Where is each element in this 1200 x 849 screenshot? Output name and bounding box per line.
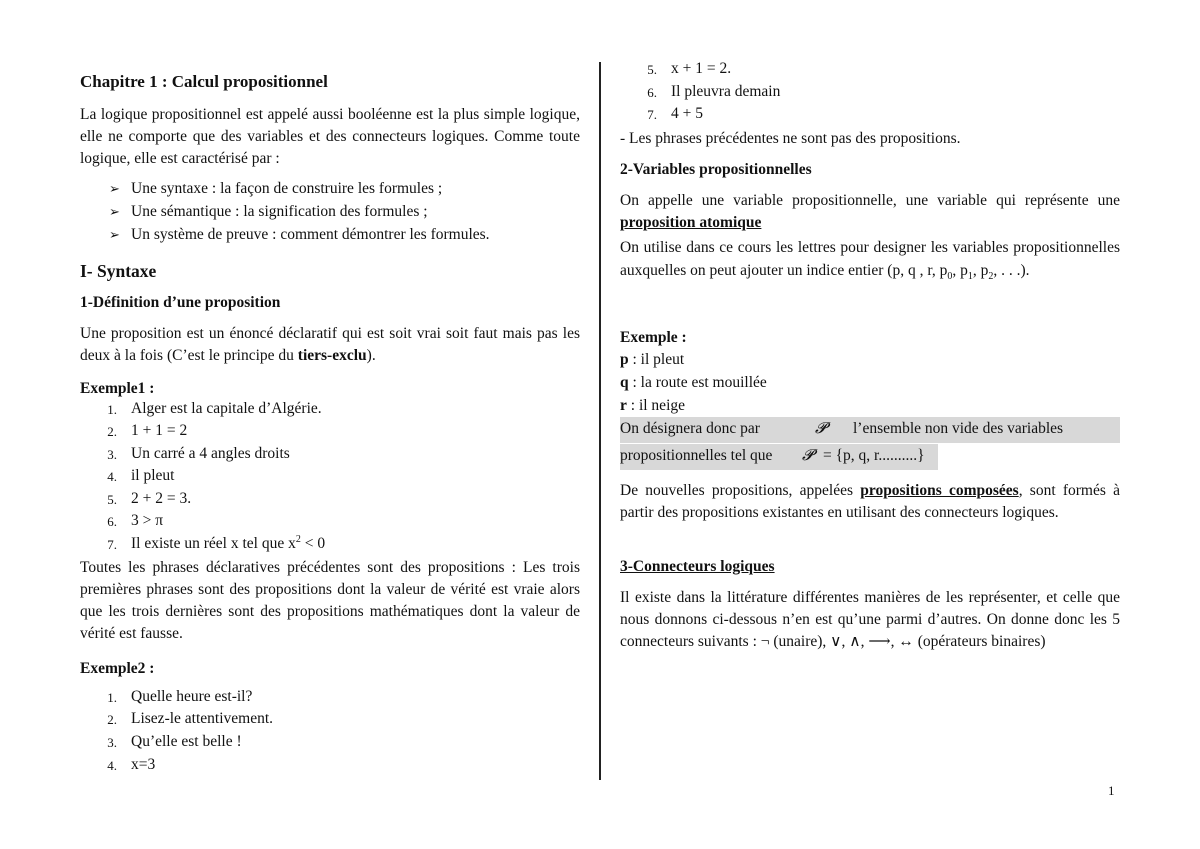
example-line: r : il neige xyxy=(620,397,686,414)
column-divider xyxy=(599,62,601,780)
list-item: 5. x + 1 = 2. xyxy=(647,60,732,77)
variables-paragraph-2: On utilise dans ce cours les lettres pour designer les variables propositionnelles auxquelles on peut ajouter un indice entier (p, q , r, $p_0$, $p_1$, $p_2$, . . .). xyxy=(620,239,1120,283)
definition-paragraph: Une proposition est un énoncé déclaratif qui est soit vrai soit faut mais pas les deux à la fois (C’est le principe du tiers-exclu). xyxy=(80,325,580,364)
bullet-arrow-icon: ➢ xyxy=(109,204,120,219)
example-heading: Exemple2 : xyxy=(80,660,155,677)
subsection-heading: 1-Définition d’une proposition xyxy=(80,294,281,311)
list-item: 3. Qu’elle est belle ! xyxy=(107,733,242,750)
list-item: 2. 1 + 1 = 2 xyxy=(107,422,188,439)
page-number: 1 xyxy=(1108,783,1115,798)
list-item: 5. 2 + 2 = 3. xyxy=(107,490,192,507)
bullet-item: Une syntaxe : la façon de construire les formules ; xyxy=(131,180,443,197)
connectors-paragraph: Il existe dans la littérature différentes manières de les représenter, et celle que nous donnons ci-dessous n’en est qu’une parmi d’autres. On donne donc les 5 connecteurs suivants : ¬ (unaire), ∨, ∧, ⟶, ↔ (opérateurs binaires) xyxy=(620,589,1120,650)
example-line: p : il pleut xyxy=(620,351,685,368)
list-item: 1. Alger est la capitale d’Algérie. xyxy=(107,400,322,417)
list-item: 6. 3 > π xyxy=(107,512,164,529)
highlighted-definition-line-1: On désignera donc par 𝓟 l’ensemble non vide des variables xyxy=(620,417,1120,443)
list-item: 7. Il existe un réel x tel que $x^2 < 0$ xyxy=(107,533,326,552)
composed-propositions-paragraph: De nouvelles propositions, appelées propositions composées, sont formés à partir des propositions existantes en utilisant des connecteurs logiques. xyxy=(620,482,1120,521)
list-item: 6. Il pleuvra demain xyxy=(647,83,781,100)
list-item: 4. il pleut xyxy=(107,467,175,484)
list-item: 7. 4 + 5 xyxy=(647,105,703,122)
script-p-symbol: 𝓟 xyxy=(815,419,827,437)
list-item: 4. x=3 xyxy=(107,756,156,773)
subsection-heading: 2-Variables propositionnelles xyxy=(620,161,812,178)
section-heading: I- Syntaxe xyxy=(80,261,157,281)
bullet-item: Une sémantique : la signification des formules ; xyxy=(131,203,428,220)
bullet-arrow-icon: ➢ xyxy=(109,181,120,196)
example-heading: Exemple1 : xyxy=(80,380,155,397)
chapter-title: Chapitre 1 : Calcul propositionnel xyxy=(80,72,328,91)
bullet-item: Un système de preuve : comment démontrer les formules. xyxy=(131,226,490,243)
example-heading: Exemple : xyxy=(620,329,687,346)
example1-conclusion: Toutes les phrases déclaratives précédentes sont des propositions : Les trois premières phrases sont des propositions dont la valeur de vérité est vraie alors que les trois dernières sont des propositions mathématiques dont la valeur de vérité est fausse. xyxy=(80,559,580,642)
list-item: 2. Lisez-le attentivement. xyxy=(107,710,274,727)
variables-paragraph-1: On appelle une variable propositionnelle, une variable qui représente une proposition atomique xyxy=(620,192,1120,231)
subsection-heading: 3-Connecteurs logiques xyxy=(620,558,775,575)
bullet-arrow-icon: ➢ xyxy=(109,227,120,242)
intro-paragraph: La logique propositionnel est appelé aussi booléenne est la plus simple logique, elle ne comporte que des variables et des connecteurs logiques. Comme toute logique, elle est caractérisé par : xyxy=(80,106,580,167)
example2-note: - Les phrases précédentes ne sont pas des propositions. xyxy=(620,130,961,147)
list-item: 1. Quelle heure est-il? xyxy=(107,688,253,705)
script-p-symbol: 𝓟 xyxy=(802,446,814,464)
example-line: q : la route est mouillée xyxy=(620,374,767,391)
list-item: 3. Un carré a 4 angles droits xyxy=(107,445,290,462)
highlighted-definition-line-2: propositionnelles tel que 𝓟 = {p, q, r..........} xyxy=(620,444,938,470)
